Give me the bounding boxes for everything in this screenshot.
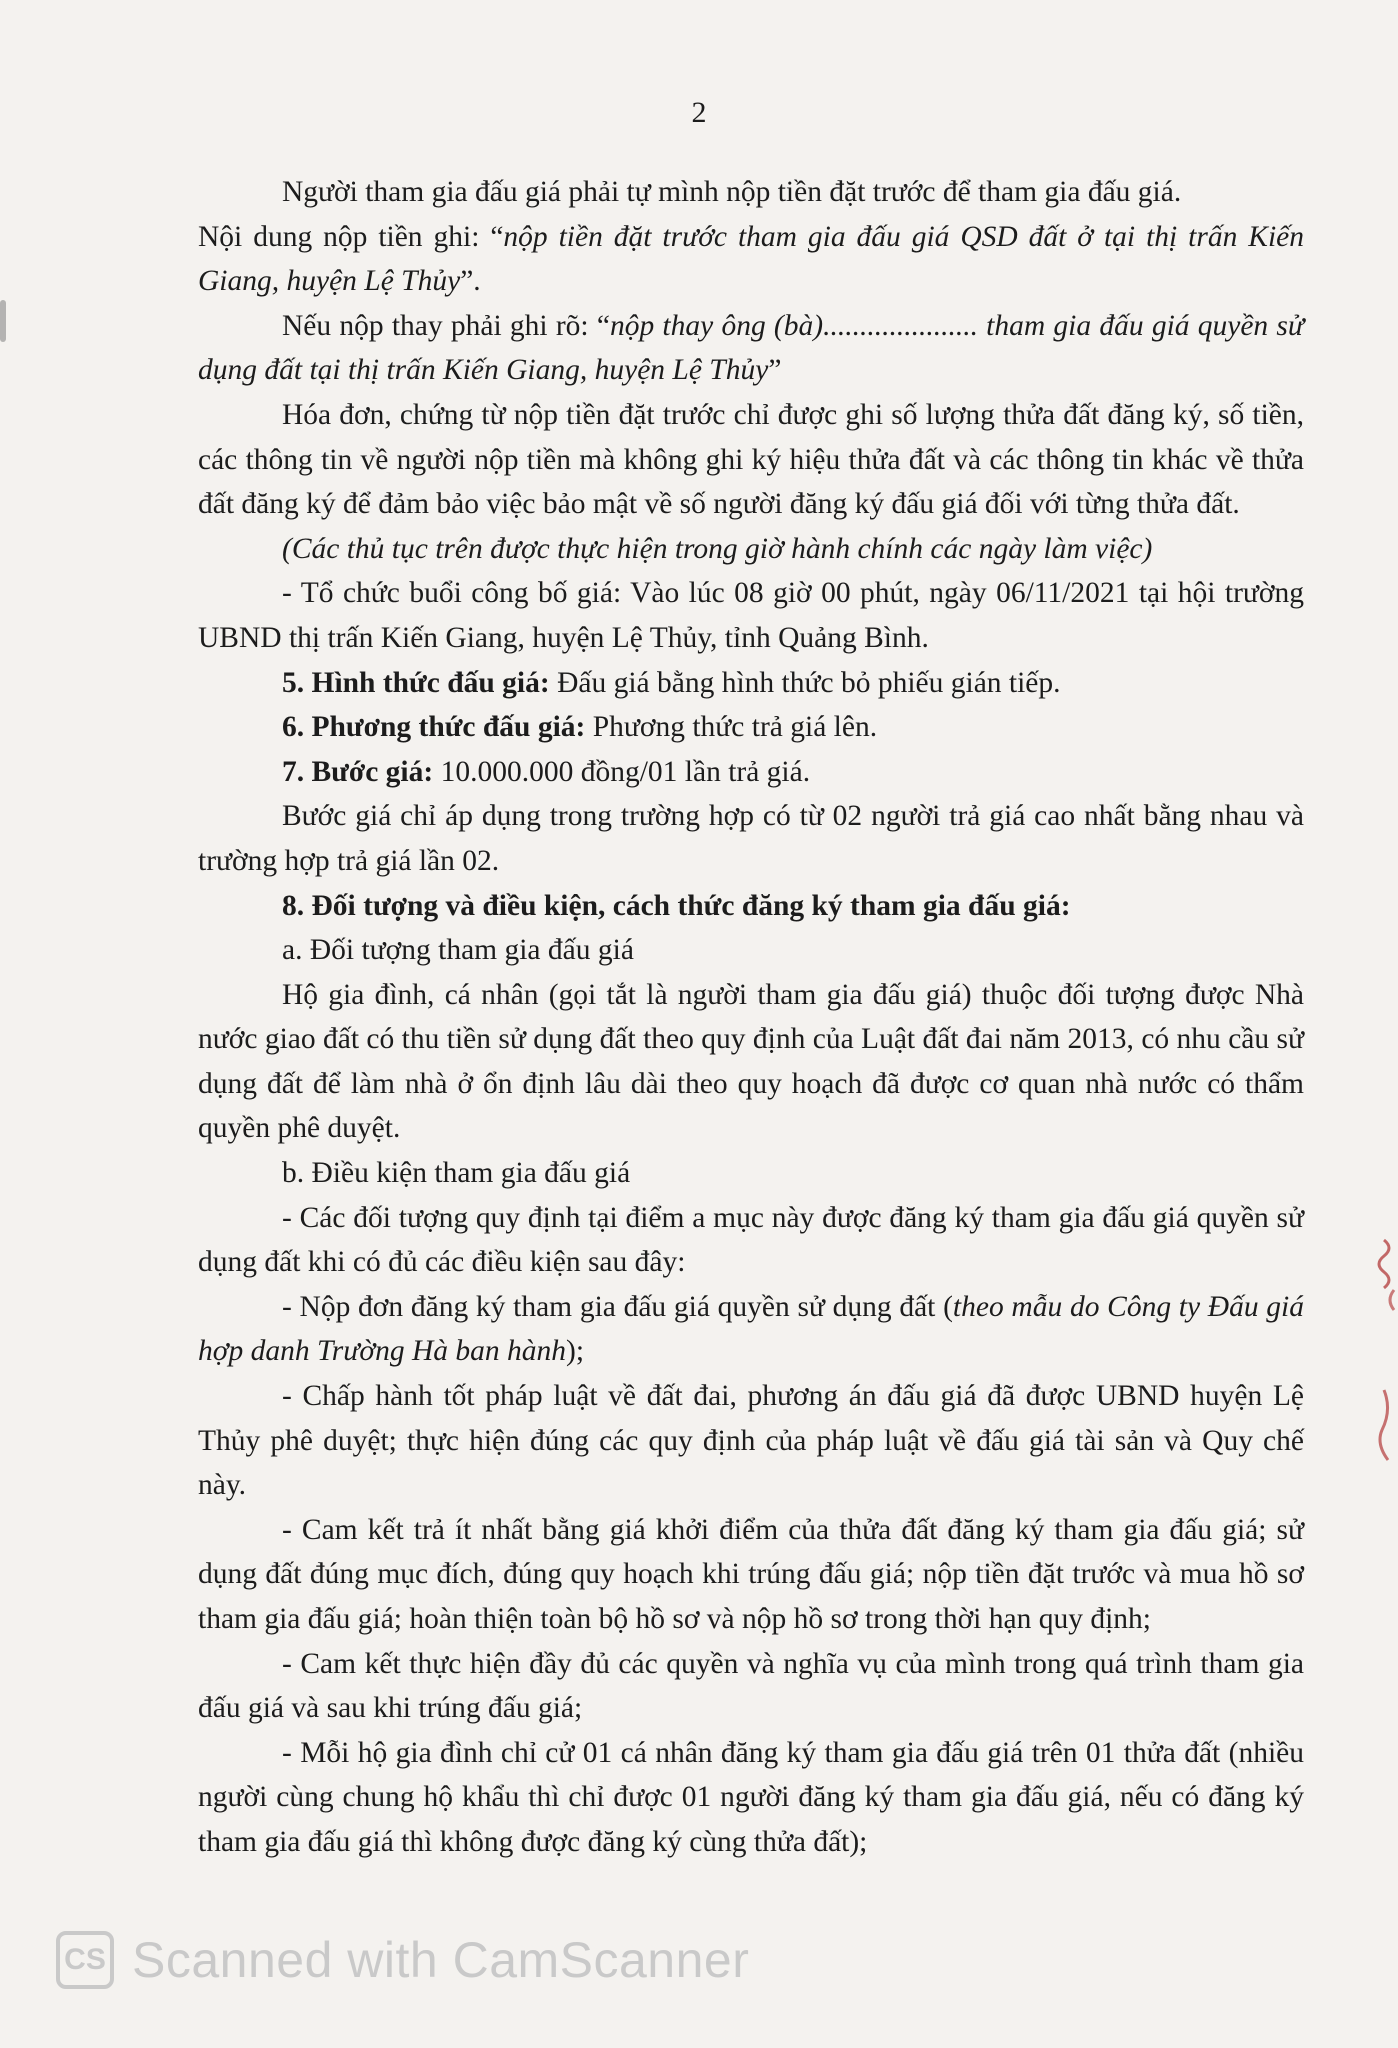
paragraph-5 [198,527,1304,572]
section-6-heading [198,705,1304,750]
paragraph-6 [198,571,1304,660]
text-segment: (Các thủ tục trên được thực hiện trong giờ hành chính các ngày làm việc) [282,532,1153,565]
paragraph-4 [198,393,1304,527]
section-7-heading [198,750,1304,795]
text-segment: Nếu nộp thay phải ghi rõ: “ [282,309,610,342]
text-segment: Đấu giá bằng hình thức bỏ phiếu gián tiếp. [549,666,1061,699]
stamp-edge-icon-2 [1354,1380,1398,1480]
paragraph-15 [198,1196,1304,1285]
text-segment: b. Điều kiện tham gia đấu giá [282,1157,631,1190]
text-segment: ”. [460,265,481,298]
text-segment: 8. Đối tượng và điều kiện, cách thức đăng ký tham gia đấu giá: [282,889,1071,922]
paragraph-10 [198,794,1304,883]
text-segment: nộp thay ông (bà)..................... tham gia đấu giá quyền sử dụng đất tại thị trấn Kiến Giang, huyện Lệ Thủy [198,309,1304,387]
subsection-b-heading [198,1151,1304,1196]
text-segment: - Chấp hành tốt pháp luật về đất đai, phương án đấu giá đã được UBND huyện Lệ Thủy phê duyệt; thực hiện đúng các quy định của pháp luật về đấu giá tài sản và Quy chế này. [198,1380,1304,1502]
text-segment: - Mỗi hộ gia đình chỉ cử 01 cá nhân đăng ký tham gia đấu giá trên 01 thửa đất (nhiều người cùng chung hộ khẩu thì chỉ được 01 người đăng ký tham gia đấu giá, nếu có đăng ký tham gia đấu giá thì không được đăng ký cùng thửa đất); [198,1736,1304,1858]
text-segment: - Cam kết thực hiện đầy đủ các quyền và nghĩa vụ của mình trong quá trình tham gia đấu giá và sau khi trúng đấu giá; [198,1647,1304,1725]
paragraph-13 [198,973,1304,1151]
text-segment: Bước giá chỉ áp dụng trong trường hợp có từ 02 người trả giá cao nhất bằng nhau và trường hợp trả giá lần 02. [198,800,1304,877]
text-segment: 5. Hình thức đấu giá: [282,666,550,699]
text-segment: ” [768,354,782,387]
text-segment: theo mẫu do Công ty Đấu giá hợp danh Trường Hà ban hành [198,1290,1305,1368]
text-segment: - Nộp đơn đăng ký tham gia đấu giá quyền sử dụng đất ( [282,1290,953,1323]
document-body [198,170,1304,1865]
scan-edge-mark [0,300,6,342]
section-5-heading [198,661,1304,706]
paragraph-3 [198,304,1304,393]
stamp-edge-icon [1354,1230,1398,1390]
paragraph-17 [198,1374,1304,1508]
text-segment: 7. Bước giá: [282,755,434,788]
page-number: 2 [691,96,707,129]
paragraph-20 [198,1731,1304,1865]
paragraph-2 [198,215,1304,304]
text-segment: 10.000.000 đồng/01 lần trả giá. [433,755,811,788]
text-segment: Nội dung nộp tiền ghi: “ [198,220,504,253]
text-segment: Hóa đơn, chứng từ nộp tiền đặt trước chỉ được ghi số lượng thửa đất đăng ký, số tiền, các thông tin về người nộp tiền mà không ghi ký hiệu thửa đất và các thông tin khác về thửa đất đăng ký để đảm bảo việc bảo mật về số người đăng ký đấu giá đối với từng thửa đất. [198,398,1304,521]
watermark-text: Scanned with CamScanner [132,1932,750,1988]
text-segment: 6. Phương thức đấu giá: [282,711,586,744]
text-segment: ); [566,1335,585,1368]
text-segment: a. Đối tượng tham gia đấu giá [282,934,634,967]
paragraph-18 [198,1508,1304,1642]
camscanner-logo-icon: CS [56,1931,114,1989]
text-segment: - Cam kết trả ít nhất bằng giá khởi điểm của thửa đất đăng ký tham gia đấu giá; sử dụng đất đúng mục đích, đúng quy hoạch khi trúng đấu giá; nộp tiền đặt trước và mua hồ sơ tham gia đấu giá; hoàn thiện toàn bộ hồ sơ và nộp hồ sơ trong thời hạn quy định; [198,1513,1304,1635]
camscanner-watermark [56,1925,749,1995]
paragraph-16 [198,1285,1304,1374]
paragraph-19 [198,1642,1304,1731]
text-segment: Người tham gia đấu giá phải tự mình nộp tiền đặt trước để tham gia đấu giá. [282,176,1182,208]
paragraph-1 [198,170,1304,215]
section-8-heading [198,884,1304,929]
text-segment: Phương thức trả giá lên. [585,711,878,744]
text-segment: - Các đối tượng quy định tại điểm a mục này được đăng ký tham gia đấu giá quyền sử dụng đất khi có đủ các điều kiện sau đây: [198,1201,1304,1279]
text-segment: nộp tiền đặt trước tham gia đấu giá QSD đất ở tại thị trấn Kiến Giang, huyện Lệ Thủy [198,220,1304,298]
text-segment: Hộ gia đình, cá nhân (gọi tắt là người tham gia đấu giá) thuộc đối tượng được Nhà nước giao đất có thu tiền sử dụng đất theo quy định của Luật đất đai năm 2013, có nhu cầu sử dụng đất để làm nhà ở ổn định lâu dài theo quy hoạch đã được cơ quan nhà nước có thẩm quyền phê duyệt. [198,978,1304,1145]
subsection-a-heading [198,928,1304,973]
text-segment: - Tổ chức buổi công bố giá: Vào lúc 08 giờ 00 phút, ngày 06/11/2021 tại hội trường UBND thị trấn Kiến Giang, huyện Lệ Thủy, tỉnh Quảng Bình. [198,577,1304,654]
